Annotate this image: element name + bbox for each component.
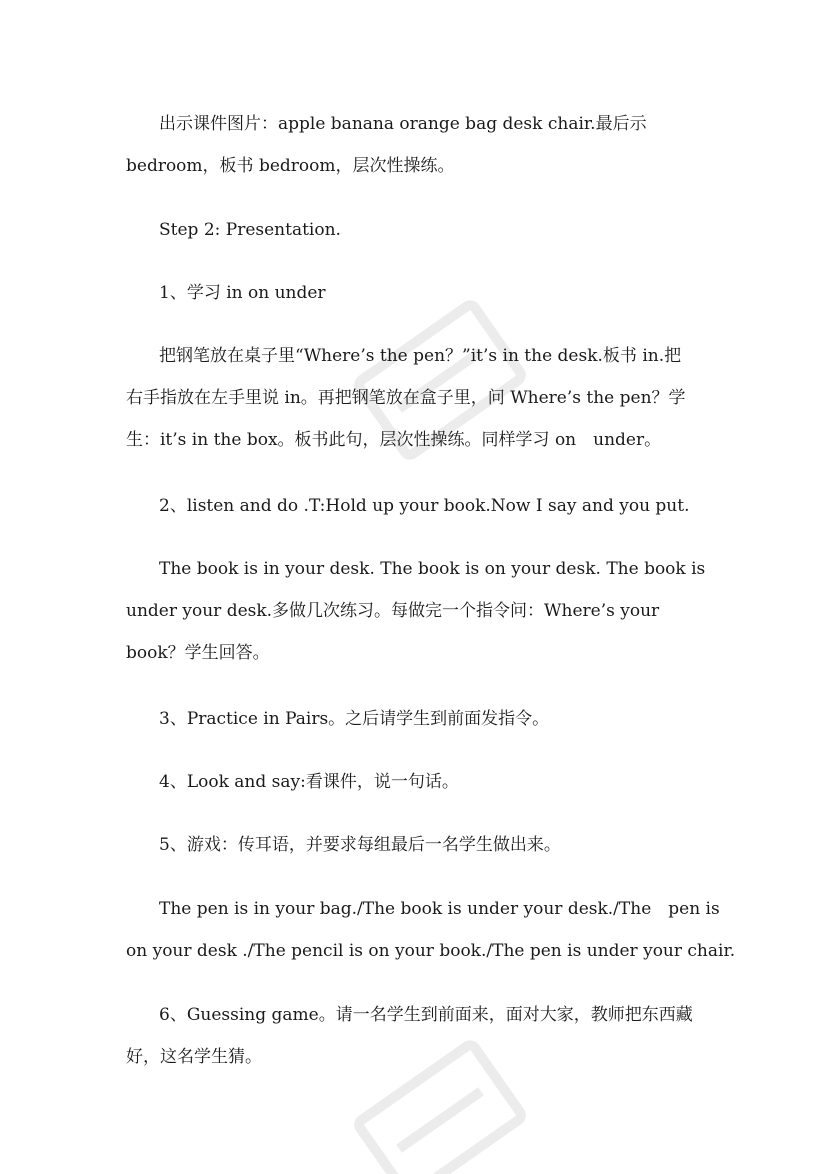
paragraph-item-4 [126, 761, 706, 803]
paragraph-item-1 [126, 272, 706, 314]
paragraph-item-1-body [126, 335, 706, 461]
text-line: book？学生回答。 [126, 643, 270, 663]
text-line: The book is in your desk. The book is on your desk. The book is [159, 559, 706, 579]
text-line: 右手指放在左手里说 in。再把钢笔放在盒子里，问 Where’s the pen？学 [126, 388, 686, 408]
text-line: on your desk ./The pencil is on your book./The pen is under your chair. [126, 941, 736, 961]
list-item-heading: 2、listen and do .T:Hold up your book.Now I say and you put. [159, 496, 690, 516]
text-line: 生：it’s in the box。板书此句，层次性操练。同样学习 on under。 [126, 430, 662, 450]
paragraph-item-5-body [126, 888, 736, 972]
paragraph-item-2 [126, 485, 706, 527]
paragraph-item-3 [126, 698, 706, 740]
text-line: 出示课件图片：apple banana orange bag desk chair.最后示 [159, 114, 647, 134]
text-line: The pen is in your bag./The book is under your desk./The pen is [159, 899, 720, 919]
text-line: 把钢笔放在桌子里“Where’s the pen？”it’s in the desk.板书 in.把 [159, 346, 682, 366]
paragraph-item-2-body [126, 548, 706, 674]
list-item-heading: 5、游戏：传耳语，并要求每组最后一名学生做出来。 [159, 835, 561, 855]
text-line: 好，这名学生猜。 [126, 1047, 262, 1067]
paragraph-step-heading [126, 209, 706, 251]
list-item-heading: 4、Look and say:看课件，说一句话。 [159, 772, 459, 792]
paragraph-item-6 [126, 994, 706, 1078]
text-line: under your desk.多做几次练习。每做完一个指令问：Where’s your [126, 601, 660, 621]
paragraph-item-5 [126, 824, 706, 866]
text-line: bedroom，板书 bedroom，层次性操练。 [126, 156, 455, 176]
text-line: 6、Guessing game。请一名学生到前面来，面对大家，教师把东西藏 [159, 1005, 693, 1025]
list-item-heading: 1、学习 in on under [159, 283, 326, 303]
paragraph-intro [126, 103, 706, 187]
step-heading: Step 2: Presentation. [159, 220, 341, 240]
list-item-heading: 3、Practice in Pairs。之后请学生到前面发指令。 [159, 709, 550, 729]
